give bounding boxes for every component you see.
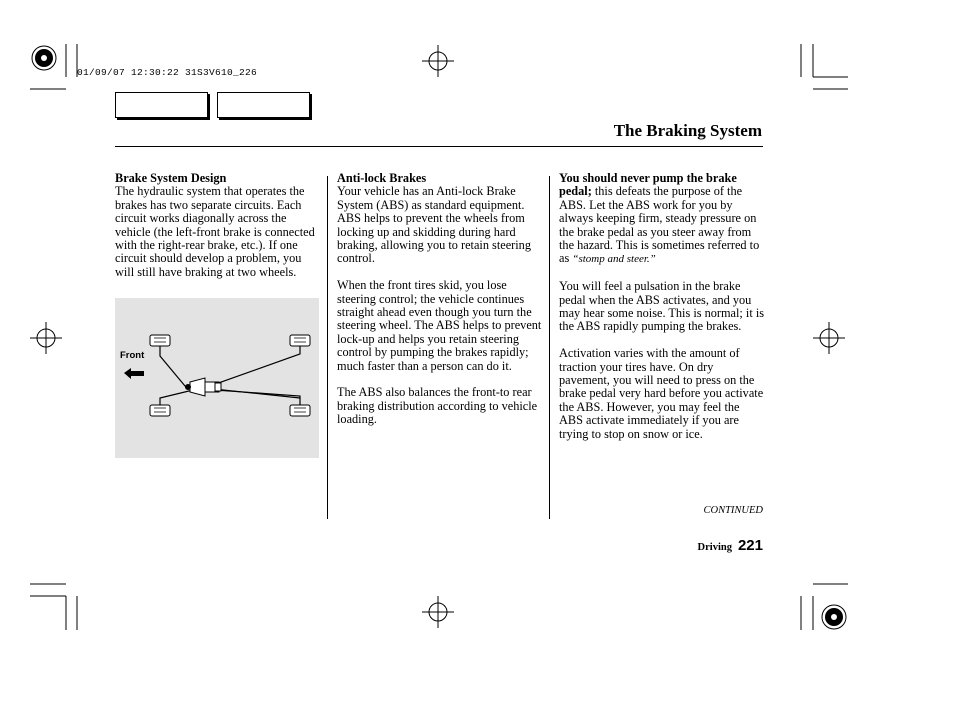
brake-circuit-diagram <box>115 298 319 458</box>
nav-tab-box-2 <box>217 92 310 118</box>
body-paragraph: The ABS also balances the front-to rear braking distribution according to vehicle loading. <box>337 385 538 427</box>
front-arrow-icon <box>124 368 144 379</box>
body-paragraph: You will feel a pulsation in the brake pedal when the ABS activates, and you may hear some noise. This is normal; it is the ABS rapidly pumping the brakes. <box>559 279 765 334</box>
page-footer <box>698 537 763 555</box>
column-brake-system-design <box>115 172 320 293</box>
nav-tab-box-1 <box>115 92 208 118</box>
body-paragraph: Activation varies with the amount of traction your tires have. On dry pavement, you will need to press on the brake pedal very hard before you activate the ABS. However, you may feel the ABS activate immediately if you are trying to stop on snow or ice. <box>559 346 764 441</box>
column-divider-2 <box>549 176 550 519</box>
body-paragraph: Your vehicle has an Anti-lock Brake System (ABS) as standard equipment. ABS helps to prevent the wheels from locking up and skidding during hard braking, allowing you to retain steering control. <box>337 184 531 266</box>
footer-section: Driving <box>697 542 732 553</box>
brake-lines-illustration <box>115 298 319 458</box>
lead-text: this defeats the purpose of the ABS. Let the ABS work for you by always keeping firm, steady pressure on the brake pedal as you steer away from the hazard. This is sometimes referred to as <box>559 184 760 266</box>
section-heading: Brake System Design <box>115 171 227 185</box>
column-anti-lock-brakes <box>337 172 545 440</box>
continued-label: CONTINUED <box>703 505 763 516</box>
italic-phrase: “stomp and steer.” <box>572 253 656 266</box>
body-paragraph: When the front tires skid, you lose steering control; the vehicle continues straight ahead even though you turn the steering wheel. The ABS helps to prevent lock-up and helps you retain steering control by pumping the brakes rapidly; much faster than a person can do it. <box>337 278 542 373</box>
front-label: Front <box>120 350 145 361</box>
column-abs-usage <box>559 172 765 454</box>
page-title: The Braking System <box>613 121 762 140</box>
body-paragraph: The hydraulic system that operates the brakes has two separate circuits. Each circuit works diagonally across the vehicle (the left-front brake is connected with the right-rear brake, etc.). If one circuit should develop a problem, you will still have braking at two wheels. <box>115 184 315 279</box>
body-paragraph <box>559 172 765 267</box>
column-divider-1 <box>327 176 328 519</box>
section-heading: Anti-lock Brakes <box>337 171 427 185</box>
print-stamp: 01/09/07 12:30:22 31S3V610_226 <box>77 67 258 78</box>
page-number: 221 <box>737 537 763 554</box>
bold-lead: You should never pump the brake pedal; <box>559 171 737 199</box>
title-rule <box>115 146 763 147</box>
